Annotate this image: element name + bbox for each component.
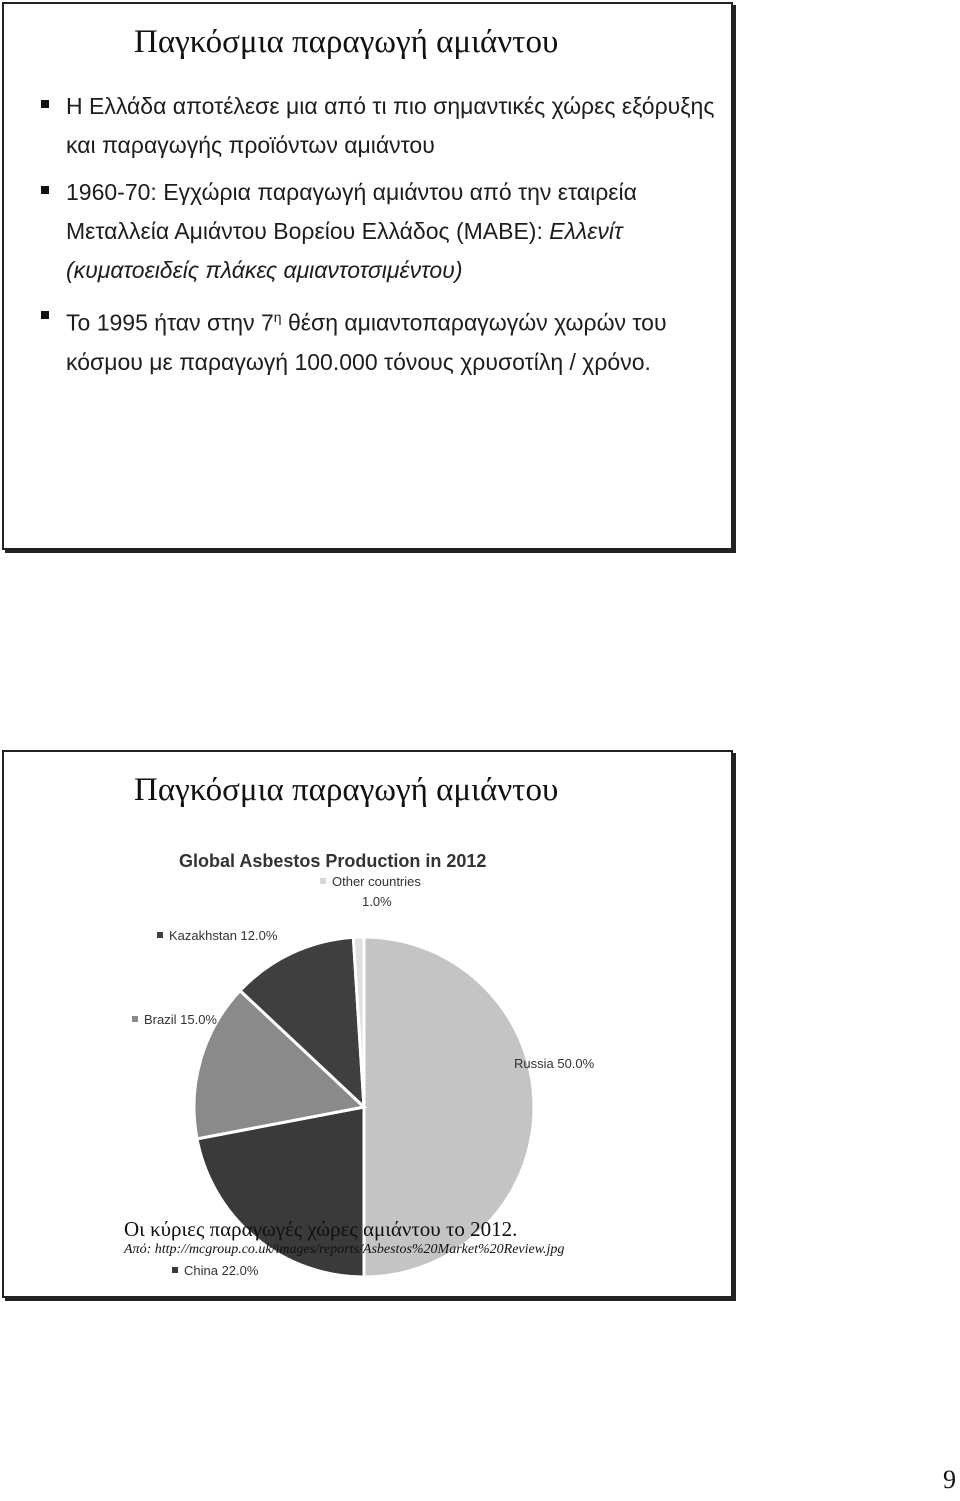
legend-label-other-countries [320,874,421,909]
legend-marker-icon [132,1016,138,1022]
legend-label-russia [502,1056,595,1071]
legend-marker-icon [172,1267,178,1273]
legend-text: Brazil 15.0% [144,1012,217,1027]
bullet-item [66,173,716,290]
square-bullet-icon [41,186,49,194]
legend-text: China 22.0% [184,1263,259,1278]
legend-value: 1.0% [362,894,392,909]
legend-text: Russia 50.0% [514,1056,595,1071]
square-bullet-icon [41,311,49,319]
bullet-item [66,87,716,165]
legend-text: Other countries [332,874,421,889]
slide-2-title: Παγκόσμια παραγωγή αμιάντου [134,772,559,808]
legend-label-china [172,1263,259,1278]
bullet-text: Το 1995 ήταν στην 7 [66,309,274,336]
bullet-italic-text: Ελλενίτ (κυματοειδείς πλάκες αμιαντοτσιμέντου) [66,218,623,283]
slide-1 [2,2,733,550]
page-number: 9 [943,1465,956,1494]
legend-marker-icon [320,878,326,884]
bullet-item [66,298,716,382]
chart-title: Global Asbestos Production in 2012 [179,851,487,871]
legend-label-brazil [132,1012,217,1027]
bullet-list [66,87,716,390]
legend-text: Kazakhstan 12.0% [169,928,278,943]
slide-2 [2,750,733,1298]
slide-1-title: Παγκόσμια παραγωγή αμιάντου [134,24,559,60]
pie-chart [104,842,644,1282]
figure-caption: Οι κύριες παραγωγές χώρες αμιάντου το 2012. [124,1217,518,1241]
figure-source: Από: http://mcgroup.co.uk/images/reports/Asbestos%20Market%20Review.jpg [124,1242,565,1257]
pie-chart-container [104,842,644,1282]
legend-marker-icon [157,932,163,938]
legend-marker-icon [502,1060,508,1066]
bullet-text-end: θέση αμιαντοπαραγωγών χωρών του κόσμου με παραγωγή 100.000 τόνους χρυσοτίλη / χρόνο. [66,309,667,375]
superscript: η [273,309,282,325]
bullet-text: 1960-70: Εγχώρια παραγωγή αμιάντου από την εταιρεία Μεταλλεία Αμιάντου Βορείου Ελλάδος (ΜΑΒΕ): [66,179,637,244]
legend-label-kazakhstan [157,928,278,943]
square-bullet-icon [41,100,49,108]
bullet-text: Η Ελλάδα αποτέλεσε μια από τι πιο σημαντικές χώρες εξόρυξης και παραγωγής προϊόντων αμιάντου [66,93,715,158]
